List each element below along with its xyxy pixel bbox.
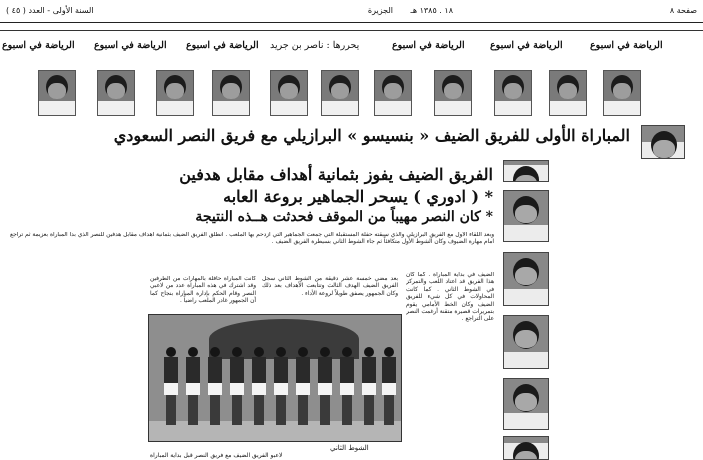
weekly-label: الرياضة في اسبوع bbox=[490, 40, 563, 51]
side-portrait bbox=[503, 315, 549, 369]
player-portrait bbox=[97, 70, 135, 116]
side-portrait bbox=[503, 436, 549, 460]
issue-date: ١٨ . ١٣٨٥ هـ bbox=[410, 6, 453, 15]
weekly-label: الرياضة في اسبوع bbox=[2, 40, 75, 51]
player-portrait bbox=[212, 70, 250, 116]
strip-rule-top bbox=[0, 30, 703, 31]
subhead-result: * كان النصر مهيباً من الموقف فحدثت هــذه النتيجة bbox=[195, 209, 493, 225]
player-portrait bbox=[434, 70, 472, 116]
player-portrait bbox=[374, 70, 412, 116]
weekly-label: الرياضة في اسبوع bbox=[186, 40, 259, 51]
photo-caption: لاعبو الفريق الضيف مع فريق النصر قبل بداية المباراة bbox=[150, 452, 283, 459]
article-column-middle: بعد مضي خمسة عشر دقيقة من الشوط الثاني سجل الفريق الضيف الهدف الثالث وتتابعت الأهداف بعد ذلك وكان الجمهور يصفق طويلاً لروعة الأداء . bbox=[262, 276, 398, 297]
player-portrait bbox=[270, 70, 308, 116]
side-portrait bbox=[503, 160, 549, 182]
player-portrait bbox=[603, 70, 641, 116]
issue-number: السنة الأولى - العدد ( ٤٥ ) bbox=[6, 6, 94, 15]
weekly-label: الرياضة في اسبوع bbox=[94, 40, 167, 51]
weekly-strip bbox=[0, 30, 703, 64]
headline-portrait bbox=[641, 125, 685, 159]
main-headline: المباراة الأولى للفريق الضيف « بنسيسو » البرازيلي مع فريق النصر السعودي bbox=[113, 126, 630, 145]
player-portrait bbox=[156, 70, 194, 116]
newspaper-name: الجزيرة bbox=[367, 6, 393, 15]
page-number: صفحة ٨ bbox=[669, 6, 697, 15]
side-portrait bbox=[503, 252, 549, 306]
player-portrait bbox=[38, 70, 76, 116]
side-portrait bbox=[503, 378, 549, 430]
article-column-left: كانت المباراة حافلة بالمهارات من الطرفين وقد اشترك في هذه المباراة عدد من لاعبي النصر وقام الحكم بإدارة المباراة بنجاح كما أن الجمهور غادر الملعب راضياً . bbox=[150, 276, 256, 305]
team-photo bbox=[148, 314, 402, 442]
weekly-label: الرياضة في اسبوع bbox=[590, 40, 663, 51]
player-portrait bbox=[321, 70, 359, 116]
article-column-right: الضيف في بداية المباراة . كما كان هذا الفريق قد اعتاد اللعب والتمركز في الشوط الثاني . كما كانت المحاولات في كل شيء للفريق الضيف وكان الخط الأمامي يقوم بتمريرات قصيرة متقنة أرغمت النصر على التراجع . bbox=[406, 272, 494, 323]
photo-label: الشوط الثاني bbox=[330, 444, 369, 452]
subhead-player: * ( ادوري ) يسحر الجماهير بروعة العابه bbox=[223, 187, 493, 206]
side-portrait bbox=[503, 190, 549, 242]
page-header bbox=[0, 0, 703, 23]
weekly-label: الرياضة في اسبوع bbox=[392, 40, 465, 51]
player-portrait bbox=[549, 70, 587, 116]
player-portrait bbox=[494, 70, 532, 116]
article-lead: وبعد اللقاء الأول مع الفريق البرازيلي والذي سبقته حفلة المستقبلة التي جمعت الجماهير التي ازدحم بها الملعب . انطلق الفريق الضيف بثمانية أهداف مقابل هدفين للنصر الذي بدأ المباراة بعزيمة ثم تراجع امام مهارة الضيوف وكان الشوط الأول متكافئاً ثم جاء الشوط الثاني بسيطرة الفريق الضيف . bbox=[10, 232, 494, 246]
subhead-score: الفريق الضيف يفوز بثمانية أهداف مقابل هدفين bbox=[179, 165, 493, 184]
editor-byline: يحررها : ناصر بن جريد bbox=[270, 40, 360, 51]
